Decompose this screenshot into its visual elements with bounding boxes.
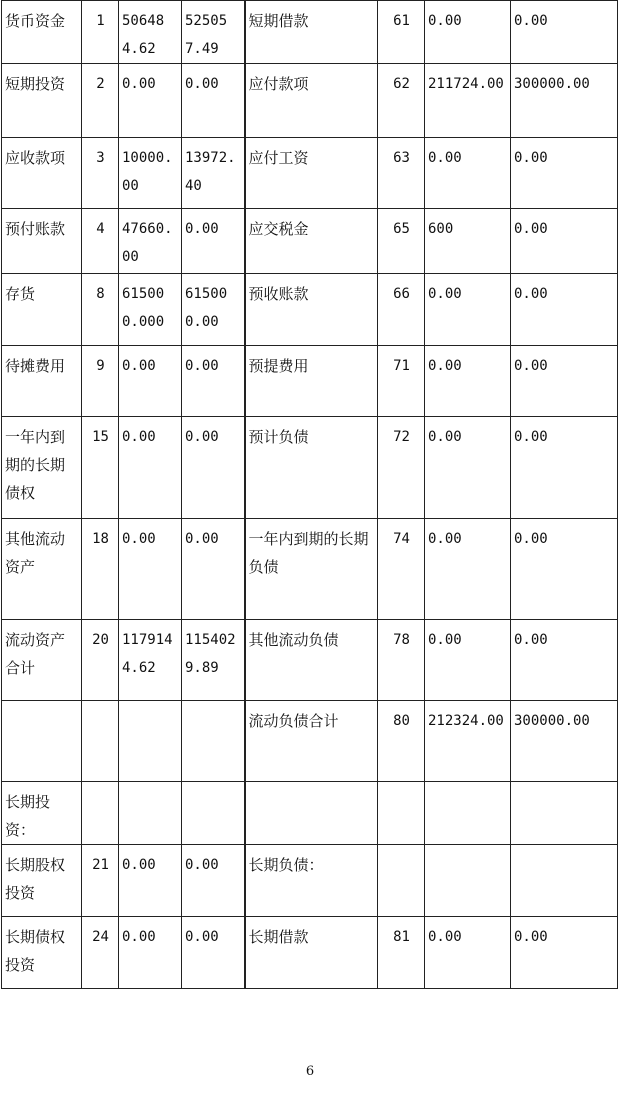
asset-beginning-balance: 615000.000: [119, 274, 182, 346]
liability-item-name: 预计负债: [245, 417, 378, 519]
liability-item-name: 其他流动负债: [245, 620, 378, 701]
asset-item-name: 存货: [2, 274, 82, 346]
liability-ending-balance: 0.00: [511, 138, 618, 209]
liability-line-number: 62: [378, 64, 425, 138]
liability-line-number: 74: [378, 519, 425, 620]
liability-beginning-balance: 211724.00: [425, 64, 511, 138]
asset-beginning-balance: 0.00: [119, 845, 182, 917]
table-row: [2, 845, 618, 917]
asset-line-number: 24: [82, 917, 119, 989]
liability-ending-balance: 300000.00: [511, 701, 618, 782]
liability-beginning-balance: 0.00: [425, 417, 511, 519]
asset-item-name: [2, 701, 82, 782]
liability-ending-balance: [511, 845, 618, 917]
liability-ending-balance: 0.00: [511, 209, 618, 274]
asset-beginning-balance: 10000.00: [119, 138, 182, 209]
asset-ending-balance: 13972.40: [182, 138, 245, 209]
liability-beginning-balance: 0.00: [425, 274, 511, 346]
liability-beginning-balance: [425, 845, 511, 917]
liability-beginning-balance: 600: [425, 209, 511, 274]
asset-item-name: 长期股权投资: [2, 845, 82, 917]
asset-line-number: 15: [82, 417, 119, 519]
table-row: [2, 620, 618, 701]
liability-ending-balance: 0.00: [511, 346, 618, 417]
liability-ending-balance: 0.00: [511, 620, 618, 701]
asset-beginning-balance: [119, 782, 182, 845]
asset-ending-balance: 0.00: [182, 346, 245, 417]
liability-ending-balance: 0.00: [511, 917, 618, 989]
table-row: [2, 417, 618, 519]
asset-line-number: 8: [82, 274, 119, 346]
table-row: [2, 701, 618, 782]
asset-line-number: 3: [82, 138, 119, 209]
asset-beginning-balance: 1179144.62: [119, 620, 182, 701]
asset-ending-balance: 0.00: [182, 209, 245, 274]
asset-line-number: 21: [82, 845, 119, 917]
asset-item-name: 长期债权投资: [2, 917, 82, 989]
liability-item-name: 流动负债合计: [245, 701, 378, 782]
asset-beginning-balance: 47660.00: [119, 209, 182, 274]
liability-item-name: 应交税金: [245, 209, 378, 274]
liability-ending-balance: 0.00: [511, 417, 618, 519]
asset-line-number: 20: [82, 620, 119, 701]
liability-line-number: 66: [378, 274, 425, 346]
asset-line-number: 18: [82, 519, 119, 620]
asset-line-number: 4: [82, 209, 119, 274]
asset-beginning-balance: 506484.62: [119, 1, 182, 64]
liability-beginning-balance: 0.00: [425, 138, 511, 209]
liability-item-name: 短期借款: [245, 1, 378, 64]
table-row: [2, 917, 618, 989]
liability-item-name: 预收账款: [245, 274, 378, 346]
asset-ending-balance: 0.00: [182, 417, 245, 519]
liability-line-number: 80: [378, 701, 425, 782]
liability-line-number: 81: [378, 917, 425, 989]
asset-item-name: 待摊费用: [2, 346, 82, 417]
liability-ending-balance: 0.00: [511, 519, 618, 620]
liability-ending-balance: 300000.00: [511, 64, 618, 138]
asset-ending-balance: 0.00: [182, 519, 245, 620]
liability-item-name: 预提费用: [245, 346, 378, 417]
table-row: [2, 346, 618, 417]
asset-ending-balance: [182, 782, 245, 845]
liability-line-number: 61: [378, 1, 425, 64]
liability-item-name: 应付工资: [245, 138, 378, 209]
asset-beginning-balance: 0.00: [119, 64, 182, 138]
page-number: 6: [305, 1064, 315, 1079]
asset-item-name: 货币资金: [2, 1, 82, 64]
asset-line-number: [82, 701, 119, 782]
asset-beginning-balance: 0.00: [119, 417, 182, 519]
liability-beginning-balance: 0.00: [425, 917, 511, 989]
asset-item-name: 短期投资: [2, 64, 82, 138]
asset-ending-balance: 0.00: [182, 845, 245, 917]
asset-ending-balance: 1154029.89: [182, 620, 245, 701]
asset-item-name: 其他流动资产: [2, 519, 82, 620]
liability-line-number: 65: [378, 209, 425, 274]
table-row: [2, 519, 618, 620]
table-row: [2, 1, 618, 64]
table-row: [2, 274, 618, 346]
liability-beginning-balance: 0.00: [425, 620, 511, 701]
liability-ending-balance: 0.00: [511, 274, 618, 346]
liability-beginning-balance: 0.00: [425, 346, 511, 417]
liability-line-number: [378, 782, 425, 845]
liability-item-name: 长期借款: [245, 917, 378, 989]
liability-line-number: 71: [378, 346, 425, 417]
asset-ending-balance: 525057.49: [182, 1, 245, 64]
table-row: [2, 138, 618, 209]
asset-item-name: 应收款项: [2, 138, 82, 209]
liability-beginning-balance: 0.00: [425, 519, 511, 620]
asset-beginning-balance: 0.00: [119, 519, 182, 620]
liability-line-number: 72: [378, 417, 425, 519]
asset-line-number: [82, 782, 119, 845]
liability-ending-balance: [511, 782, 618, 845]
asset-line-number: 1: [82, 1, 119, 64]
liability-beginning-balance: [425, 782, 511, 845]
table-row: [2, 64, 618, 138]
table-row: [2, 209, 618, 274]
liability-line-number: 63: [378, 138, 425, 209]
asset-beginning-balance: 0.00: [119, 346, 182, 417]
asset-beginning-balance: 0.00: [119, 917, 182, 989]
asset-item-name: 预付账款: [2, 209, 82, 274]
asset-line-number: 9: [82, 346, 119, 417]
liability-item-name: 长期负债：: [245, 845, 378, 917]
liability-line-number: [378, 845, 425, 917]
asset-item-name: 一年内到期的长期债权: [2, 417, 82, 519]
liability-line-number: 78: [378, 620, 425, 701]
liability-item-name: [245, 782, 378, 845]
liability-item-name: 应付款项: [245, 64, 378, 138]
liability-beginning-balance: 212324.00: [425, 701, 511, 782]
liability-item-name: 一年内到期的长期负债: [245, 519, 378, 620]
asset-item-name: 流动资产合计: [2, 620, 82, 701]
balance-sheet-table: [1, 0, 618, 989]
asset-ending-balance: 0.00: [182, 917, 245, 989]
asset-ending-balance: 0.00: [182, 64, 245, 138]
asset-line-number: 2: [82, 64, 119, 138]
asset-item-name: 长期投资：: [2, 782, 82, 845]
table-row: [2, 782, 618, 845]
liability-beginning-balance: 0.00: [425, 1, 511, 64]
asset-beginning-balance: [119, 701, 182, 782]
asset-ending-balance: 615000.00: [182, 274, 245, 346]
asset-ending-balance: [182, 701, 245, 782]
liability-ending-balance: 0.00: [511, 1, 618, 64]
